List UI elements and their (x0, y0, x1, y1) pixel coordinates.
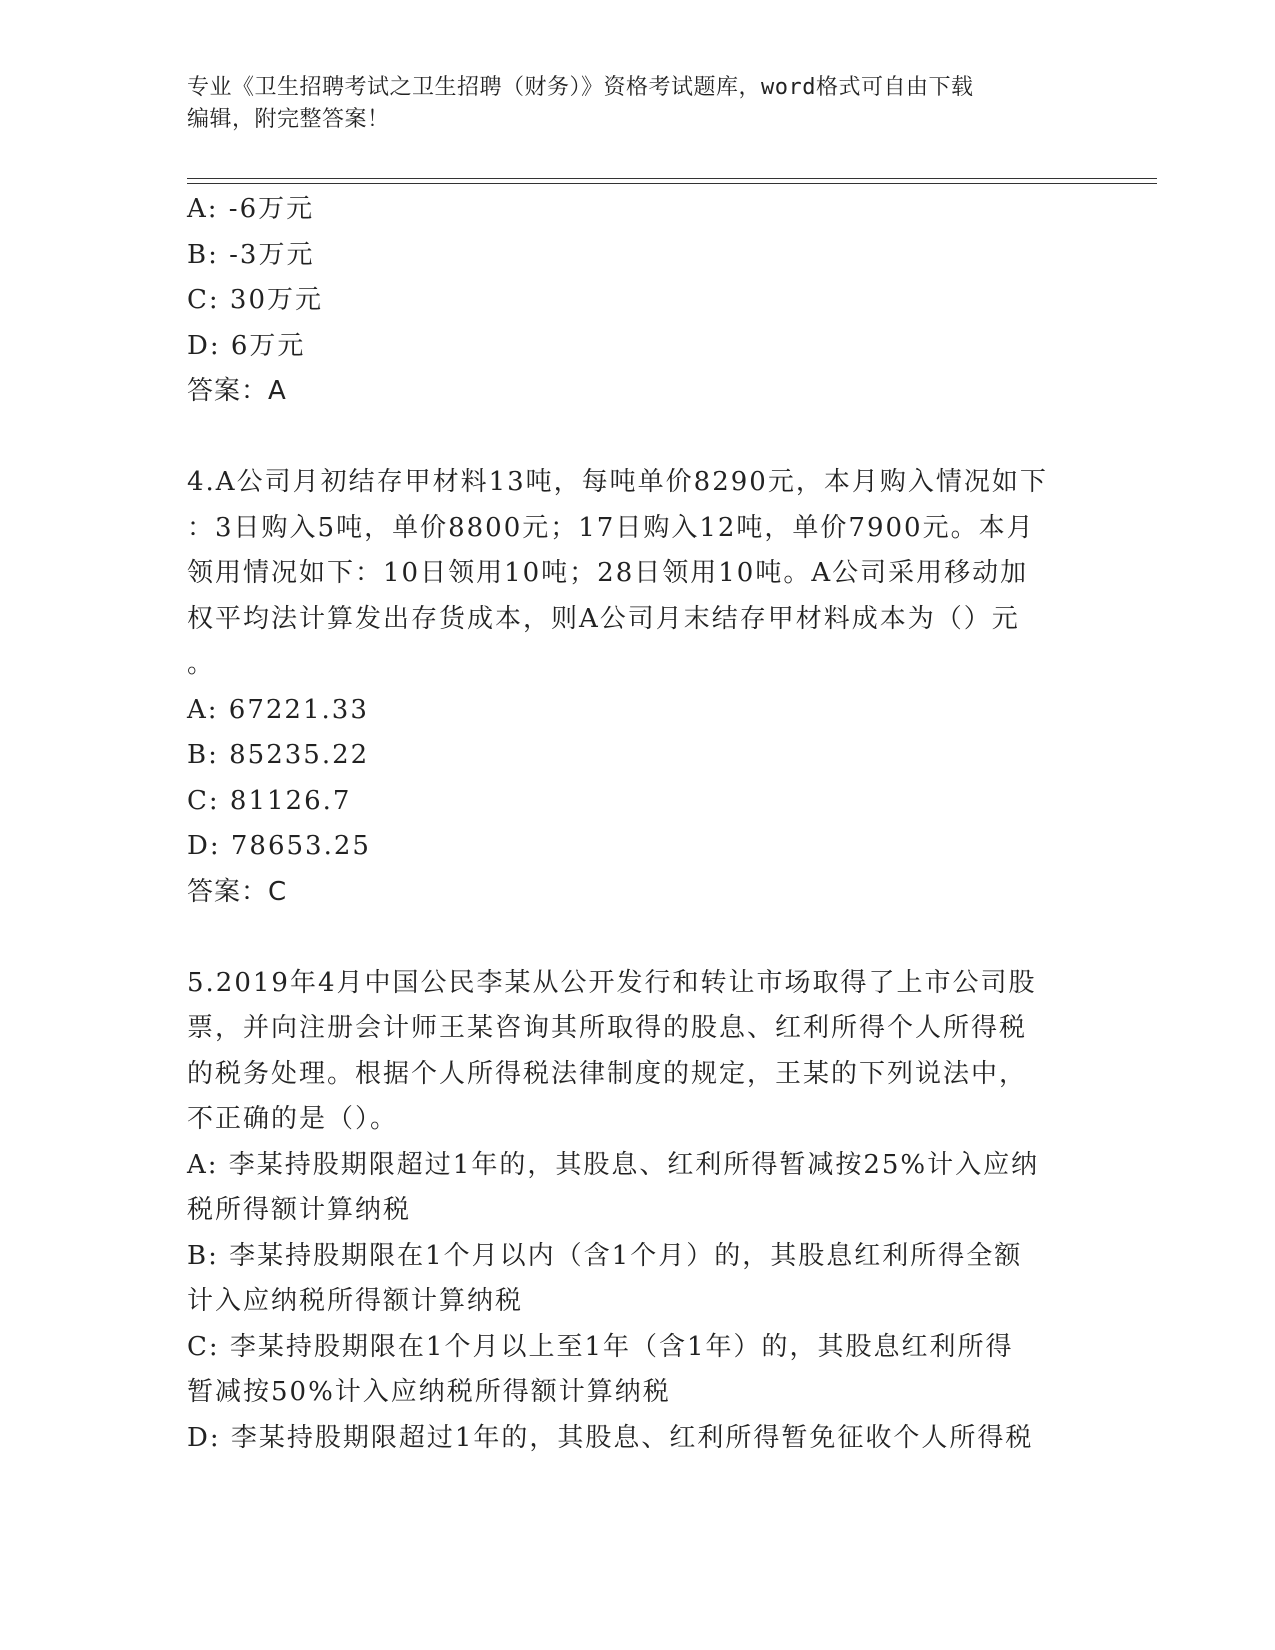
question-3 (187, 187, 1087, 415)
option-b-line-1: B: 李某持股期限在1个月以内（含1个月）的，其股息红利所得全额 (187, 1240, 1023, 1271)
question-stem-line: 票，并向注册会计师王某咨询其所取得的股息、红利所得个人所得税 (187, 1013, 1028, 1043)
question-stem-line: 5.2019年4月中国公民李某从公开发行和转让市场取得了上市公司股 (187, 967, 1037, 998)
document-header (187, 72, 1067, 136)
question-content (187, 187, 1087, 1461)
header-line-1: 专业《卫生招聘考试之卫生招聘（财务）》资格考试题库，word格式可自由下载 (187, 75, 974, 100)
question-stem-line: ：3日购入5吨，单价8800元；17日购入12吨，单价7900元。本月 (187, 512, 1035, 543)
header-line-2: 编辑，附完整答案！ (187, 107, 390, 132)
header-divider-top (187, 178, 1157, 179)
option-a: A: -6万元 (187, 194, 315, 224)
option-b: B: 85235.22 (187, 740, 370, 770)
spacer (187, 915, 1087, 961)
option-a-line-2: 税所得额计算纳税 (187, 1195, 412, 1225)
question-stem-line: 权平均法计算发出存货成本，则A公司月末结存甲材料成本为（）元 (187, 603, 1020, 634)
option-c-line-1: C: 李某持股期限在1个月以上至1年（含1年）的，其股息红利所得 (187, 1331, 1014, 1362)
option-a: A: 67221.33 (187, 694, 369, 725)
answer-label: 答案：C (187, 876, 288, 907)
question-stem-line: 的税务处理。根据个人所得税法律制度的规定，王某的下列说法中， (187, 1058, 1028, 1089)
option-c: C: 81126.7 (187, 785, 352, 816)
question-stem-line: 领用情况如下：10日领用10吨；28日领用10吨。A公司采用移动加 (187, 558, 1029, 588)
question-5 (187, 961, 1087, 1462)
question-4 (187, 460, 1087, 915)
option-c: C: 30万元 (187, 285, 324, 315)
option-b-line-2: 计入应纳税所得额计算纳税 (187, 1286, 524, 1316)
question-stem-line: 不正确的是（）。 (187, 1104, 399, 1134)
question-stem-line: 4.A公司月初结存甲材料13吨，每吨单价8290元，本月购入情况如下 (187, 467, 1048, 497)
option-b: B: -3万元 (187, 239, 315, 270)
option-d: D: 78653.25 (187, 831, 371, 861)
option-d-line-1: D: 李某持股期限超过1年的，其股息、红利所得暂免征收个人所得税 (187, 1422, 1034, 1453)
spacer (187, 415, 1087, 461)
option-c-line-2: 暂减按50%计入应纳税所得额计算纳税 (187, 1377, 671, 1407)
header-divider-bottom (187, 183, 1157, 184)
option-d: D: 6万元 (187, 330, 306, 361)
question-stem-line: 。 (187, 649, 216, 679)
answer-label: 答案：A (187, 376, 287, 406)
option-a-line-1: A: 李某持股期限超过1年的，其股息、红利所得暂减按25%计入应纳 (187, 1149, 1040, 1180)
